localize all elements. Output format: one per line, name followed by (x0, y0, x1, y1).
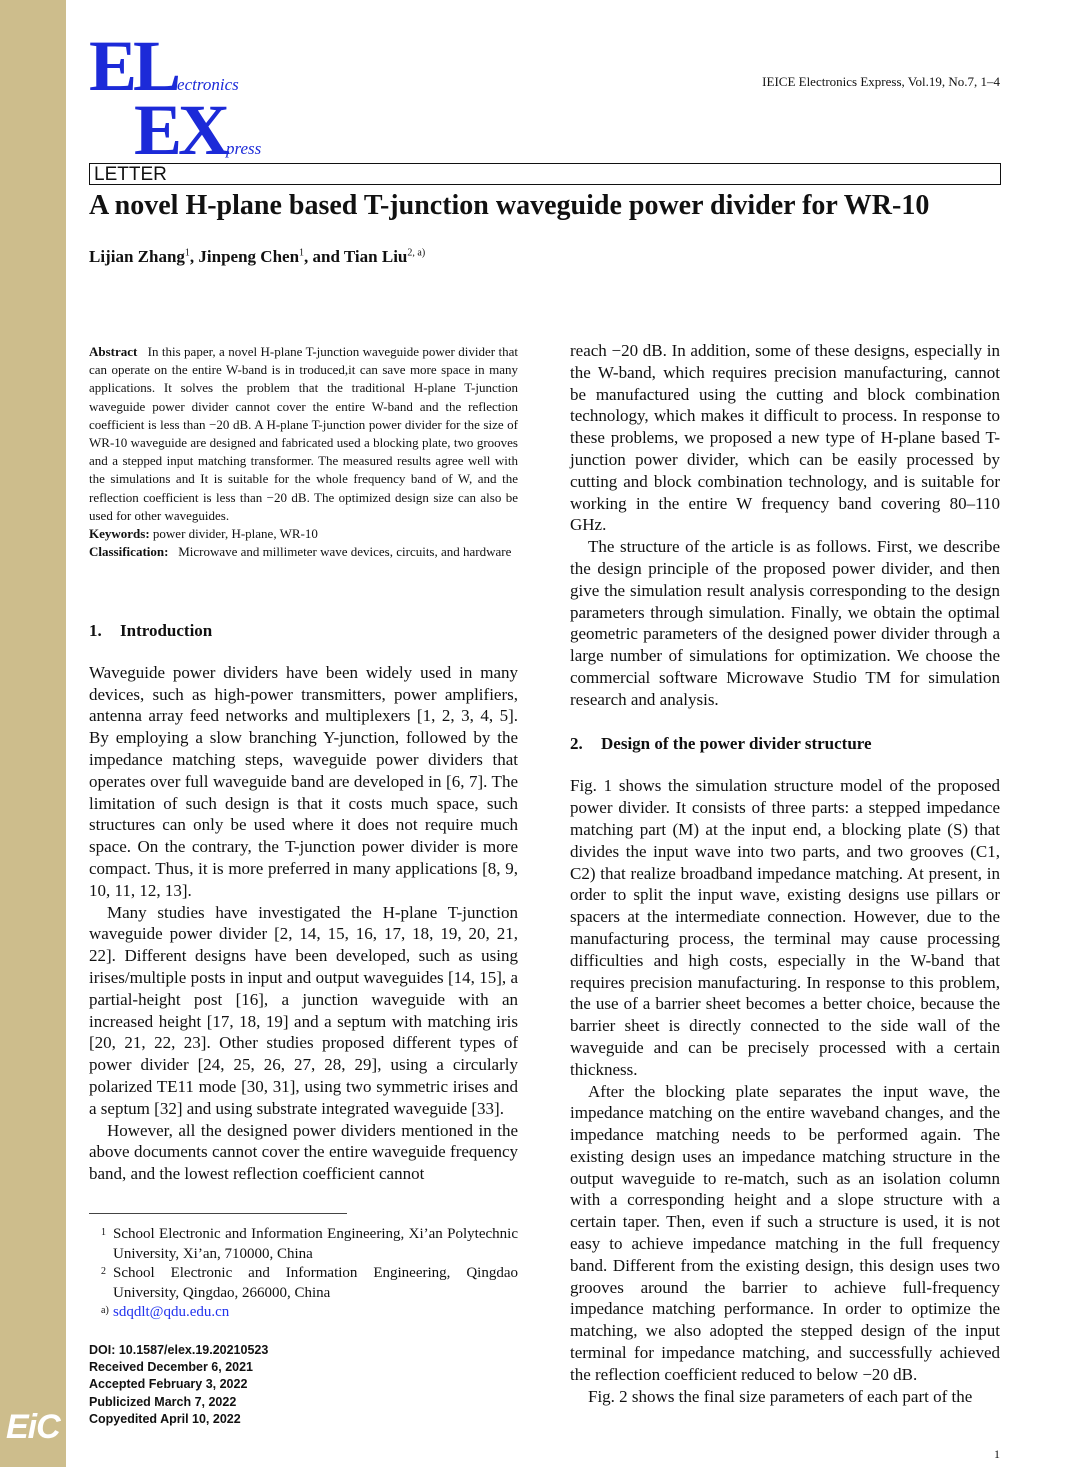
author: Jinpeng Chen (198, 247, 300, 266)
abstract-block (89, 343, 518, 561)
author-sup: 1 (184, 247, 190, 259)
abstract-label: Abstract (89, 344, 138, 359)
keywords-label: Keywords: (89, 526, 150, 542)
left-column (89, 620, 518, 1185)
article-meta (89, 1342, 268, 1428)
paragraph: Fig. 1 shows the simulation structure model of the proposed power divider. It consists of three parts: a stepped impedance matching part (M) at the input end, a blocking plate (S) that divides the input wave into two parts, and two grooves (C1, C2) that realize broadband impedance matching. At present, in order to split the input wave, existing designs use pillars or spacers at the intermediate connection. However, due to the manufacturing process, the terminal may cause processing difficulties and high costs, especially in the W-band that requires precision manufacturing. In response to this problem, the use of a barrier sheet becomes a better choice, because the barrier sheet is directly connected to the side wall of the waveguide and can be precisely processed with a certain thickness. (570, 776, 1000, 1079)
page-number: 1 (994, 1447, 1000, 1461)
paragraph: Many studies have investigated the H-plane T-junction waveguide power divider [2, 14, 15, 16, 17, 18, 19, 20, 21, 22]. Different designs have been developed, such as using irises/multiple posts in input and output waveguides [14, 15], a partial-height post [16], a junction waveguide with an increased height [17, 18, 19] and a septum with matching iris [20, 21, 22, 23]. Other studies proposed different types of power divider [24, 25, 26, 27, 28, 29], using a circularly polarized TE11 mode [30, 31], using two symmetric irises and a septum [32] and using substrate integrated waveguide [33]. (89, 902, 518, 1118)
paragraph: reach −20 dB. In addition, some of these designs, especially in the W-band, which requires precision manufacturing, cannot be manufactured using the cutting and block combination technology, which makes it difficult to process. In response to these problems, we proposed a new type of H-plane based T-junction power divider, which can be easily processed by cutting and block combination technology, and is suitable for working in the entire W frequency band covering 80–110 GHz. (570, 341, 1000, 535)
paragraph: Fig. 2 shows the final size parameters of each part of the (588, 1386, 973, 1406)
email-link[interactable]: sdqdlt@qdu.edu.cn (113, 1304, 230, 1320)
section-heading: 1. Introduction (89, 621, 213, 640)
right-column (570, 340, 1000, 1407)
author-sup: 1 (299, 247, 305, 259)
footnote-rule (89, 1213, 347, 1214)
article-type: LETTER (89, 163, 1001, 185)
classification-text: Microwave and millimeter wave devices, circuits, and hardware (178, 544, 512, 560)
accepted-date: Accepted February 3, 2022 (89, 1377, 248, 1392)
author: Lijian Zhang (89, 247, 185, 266)
abstract-text: In this paper, a novel H-plane T-junction waveguide power divider that can operate on the entire W-band is in troduced,it can save more space in many applications. It solves the problem that the traditional H-plane T-junction waveguide power divider cannot cover the entire W-band and the reflection coefficient is less than −20 dB. A H-plane T-junction power divider for the size of WR-10 waveguide are designed and fabricated used a blocking plate, two grooves and a stepped input matching transformer. The measured results agree well with the simulations and It is suitable for the whole frequency band of W, and the reflection coefficient is less than −20 dB. The optimized design size can also be used for other waveguides. (89, 344, 519, 523)
paragraph: The structure of the article is as follows. First, we describe the design principle of the proposed power divider, and then give the simulation result analysis corresponding to the design parameters through simulation. Finally, we obtain the optimal geometric parameters of the designed power divider through a large number of simulations for optimization. We choose the commercial software Microwave Studio TM for simulation research and analysis. (570, 537, 1000, 709)
copyedited-date: Copyedited April 10, 2022 (89, 1411, 241, 1426)
received-date: Received December 6, 2021 (89, 1360, 253, 1375)
paragraph: After the blocking plate separates the input wave, the impedance matching on the entire waveband changes, and the impedance matching needs to be performed again. The existing design uses an impedance matching structure in the output waveguide to re-match, such as an isolation column with a corresponding height and a slope structure with a certain taper. Then, even if such a structure is used, it is not easy to achieve impedance matching in the full frequency band. Different from the existing design, this design uses two grooves around the barrier to achieve full-frequency impedance matching performance. In order to optimize the matching, we also adopted the stepped design of the input terminal for impedance matching, and successfully achieved the reflection coefficient reduced to below −20 dB. (570, 1081, 1000, 1384)
paragraph: Waveguide power dividers have been widely used in many devices, such as high-power transmitters, power amplifiers, antenna array feed networks and multiplexers [1, 2, 3, 4, 5]. By employing a slow branching Y-junction, followed by the impedance matching steps, waveguide power dividers that operates over full waveguide band are developed in [6, 7]. The limitation of such design is that it costs much space, such structures can only be used where it does not require much space. On the contrary, the T-junction power divider is more compact. Thus, it is more preferred in many applications [8, 9, 10, 11, 12, 13]. (89, 662, 518, 900)
sidebar-band (0, 0, 66, 1467)
publicized-date: Publicized March 7, 2022 (89, 1394, 237, 1409)
paper-title: A novel H-plane based T-junction waveguide power divider for WR-10 (89, 190, 930, 221)
author-sep: , and (304, 247, 344, 266)
eic-logo: EiC (6, 1408, 60, 1446)
footnote: a) sdqdlt@qdu.edu.cn (101, 1304, 230, 1320)
logo-ex: EX (134, 90, 227, 170)
doi[interactable]: DOI: 10.1587/elex.19.20210523 (89, 1343, 269, 1357)
section-heading: 2. Design of the power divider structure (570, 733, 872, 753)
author-list (89, 247, 425, 267)
paragraph: However, all the designed power dividers mentioned in the above documents cannot cover the entire waveguide frequency band, and the lowest reflection coefficient cannot (89, 1120, 518, 1184)
footnote: 1 School Electronic and Information Engineering, Xi’an Polytechnic University, Xi’an, 710000, China (101, 1226, 518, 1262)
author-sup: 2, a) (407, 247, 426, 259)
logo-electronics: ectronics (177, 75, 239, 94)
keywords-text: power divider, H-plane, WR-10 (152, 526, 318, 542)
author: Tian Liu (343, 247, 408, 266)
footnote: 2 School Electronic and Information Engineering, Qingdao University, Qingdao, 266000, China (101, 1265, 518, 1301)
logo-press: press (226, 139, 262, 158)
logo-el: EL (89, 26, 178, 106)
footnotes (89, 1225, 518, 1323)
journal-reference: IEICE Electronics Express, Vol.19, No.7, 1–4 (762, 74, 1000, 89)
classification-label: Classification: (89, 544, 169, 560)
author-sep: , (189, 247, 199, 266)
